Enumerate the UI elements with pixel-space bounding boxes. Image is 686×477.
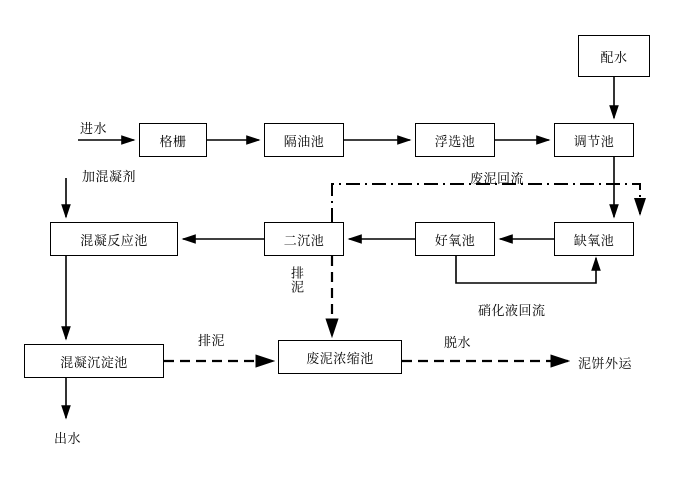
label-nibing-waiyun: 泥饼外运 [578,357,633,372]
node-label: 废泥浓缩池 [306,351,374,367]
label-jinshui: 进水 [80,122,108,137]
label-paini-horizontal: 排泥 [198,334,226,349]
node-geshan[interactable] [139,123,207,157]
label-jia-hunningji: 加混凝剂 [82,170,137,185]
node-label: 二沉池 [283,233,325,249]
node-hunning-chendianchi[interactable] [24,344,164,378]
node-hunning-fanyingchi[interactable] [50,222,178,256]
node-fuxuanchi[interactable] [415,123,495,157]
label-tuoshui: 脱水 [444,336,472,351]
node-label: 调节池 [573,134,615,150]
node-peishui[interactable] [578,35,650,77]
node-label: 缺氧池 [573,233,615,249]
node-quexiangchi[interactable] [554,222,634,256]
node-label: 配水 [600,50,628,66]
node-label: 格栅 [159,134,187,150]
node-geyouchi[interactable] [264,123,344,157]
node-haoyangchi[interactable] [415,222,495,256]
label-paini-vertical: 排泥 [288,266,303,294]
node-label: 混凝沉淀池 [60,355,128,371]
node-feini-nongsuochi[interactable] [278,340,402,374]
node-erchenchi[interactable] [264,222,344,256]
node-label: 混凝反应池 [80,233,148,249]
node-label: 隔油池 [283,134,325,150]
label-chushui: 出水 [54,432,82,447]
label-xiaohuaye-huiliu: 硝化液回流 [478,304,546,319]
label-feini-huiliu: 废泥回流 [470,172,525,187]
node-tiaojiechi[interactable] [554,123,634,157]
node-label: 好氧池 [434,233,476,249]
node-label: 浮选池 [434,134,476,150]
